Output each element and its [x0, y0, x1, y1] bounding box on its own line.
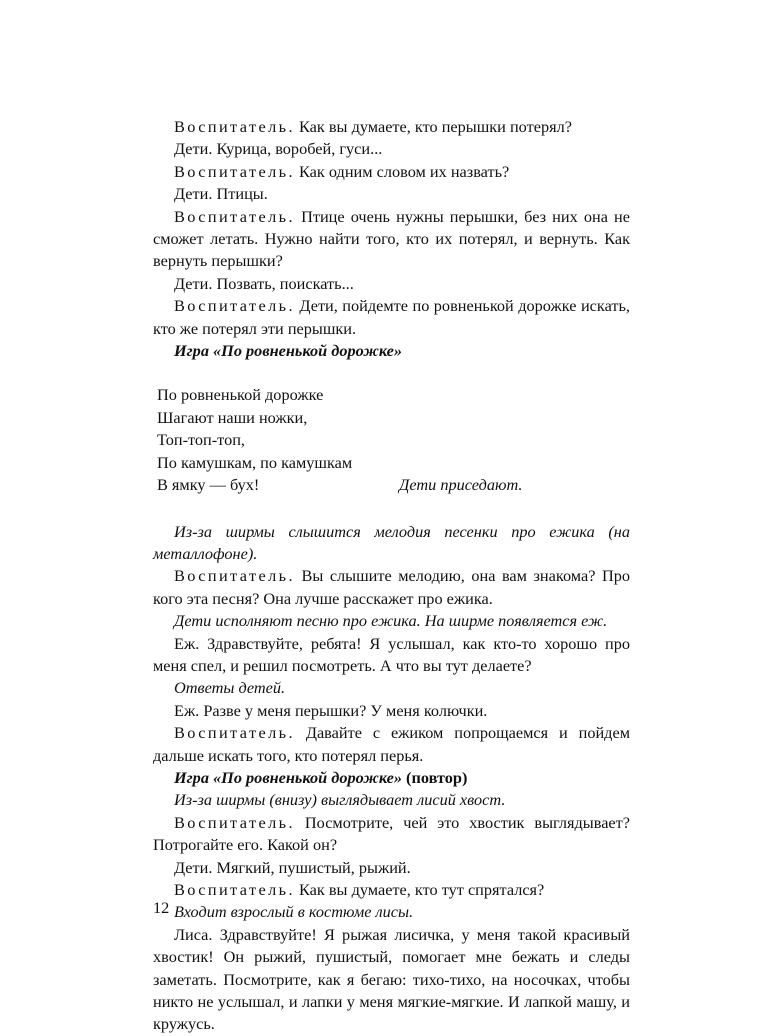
speaker: Лиса.: [174, 924, 213, 944]
speaker: Воспитатель.: [174, 161, 295, 181]
poem-line: [157, 474, 630, 496]
speaker: Воспитатель.: [174, 206, 295, 226]
speaker: Дети.: [174, 139, 213, 159]
stage-direction: Дети приседают.: [399, 475, 523, 495]
game-heading: [153, 767, 630, 789]
poem-line: По камушкам, по камушкам: [157, 452, 353, 472]
speech: Птице очень нужны перышки, без них она не сможет летать. Нужно найти того, кто их потерял, и вернуть. Как вернуть перышки?: [153, 206, 630, 271]
paragraph: [153, 722, 630, 767]
stage-direction: Из-за ширмы слышится мелодия песенки про ежика (на металлофоне).: [153, 521, 630, 563]
spacer: [153, 497, 630, 521]
paragraph: [153, 700, 630, 722]
paragraph: [153, 183, 630, 205]
paragraph: [153, 273, 630, 295]
paragraph: [153, 206, 630, 273]
game-title: Игра «По ровненькой дорожке»: [174, 767, 402, 787]
speech: Давайте с ежиком попрощаемся и пойдем дальше искать того, кто потерял перья.: [153, 723, 630, 765]
stage-direction: Входит взрослый в костюме лисы.: [174, 902, 414, 922]
paragraph: [153, 565, 630, 610]
speaker: Воспитатель.: [174, 566, 295, 586]
page-text: [153, 116, 630, 1036]
speaker: Дети.: [174, 857, 213, 877]
speaker: Дети.: [174, 184, 213, 204]
paragraph: [153, 924, 630, 1036]
speaker: Воспитатель.: [174, 296, 295, 316]
speech: Как вы думаете, кто перышки потерял?: [294, 117, 572, 136]
paragraph: [153, 295, 630, 340]
speaker: Воспитатель.: [174, 723, 295, 743]
game-note: (повтор): [401, 767, 468, 787]
speech: Разве у меня перышки? У меня колючки.: [199, 700, 488, 720]
paragraph: [153, 161, 630, 183]
game-heading: Игра «По ровненькой дорожке»: [174, 341, 402, 361]
poem-line: Топ-топ-топ,: [157, 430, 245, 450]
stage-direction: Дети исполняют песню про ежика. На ширме появляется еж.: [174, 611, 608, 631]
paragraph: [153, 633, 630, 678]
poem-line-text: В ямку — бух!: [157, 475, 260, 495]
speech: Как одним словом их назвать?: [294, 161, 510, 181]
poem-line: По ровненькой дорожке: [157, 385, 324, 405]
paragraph: [153, 138, 630, 160]
speech: Вы слышите мелодию, она вам знакома? Про кого эта песня? Она лучше расскажет про ежика.: [153, 566, 630, 608]
speaker: Еж.: [174, 700, 200, 720]
speech: Позвать, поискать...: [212, 273, 354, 293]
speech: Посмотрите, чей это хвостик выглядывает? Потрогайте его. Какой он?: [153, 812, 630, 855]
paragraph: [153, 812, 630, 857]
speech: Как вы думаете, кто тут спрятался?: [294, 880, 545, 899]
speaker: Воспитатель.: [174, 880, 295, 899]
speech: Птицы.: [212, 184, 268, 204]
paragraph: [153, 116, 630, 138]
speech: Здравствуйте! Я рыжая лисичка, у меня такой красивый хвостик! Он рыжий, пушистый, помогает мне бежать и следы заметать. Посмотрите, как я бегаю: тихо-тихо, на носочках, чтобы никто не услышал, и лапки у меня мягкие-мягкие. И лапкой машу, и кружусь.: [153, 924, 630, 1034]
stage-direction: Ответы детей.: [174, 678, 286, 698]
speech: Мягкий, пушистый, рыжий.: [212, 857, 411, 877]
speaker: Воспитатель.: [174, 117, 295, 136]
page-number: 12: [153, 898, 170, 917]
speaker: Дети.: [174, 273, 213, 293]
poem-line: Шагают наши ножки,: [157, 407, 308, 427]
speech: Курица, воробей, гуси...: [212, 139, 383, 159]
stage-direction: Из-за ширмы (внизу) выглядывает лисий хвост.: [174, 790, 506, 810]
speaker: Еж.: [174, 633, 200, 653]
paragraph: [153, 857, 630, 879]
speech: Здравствуйте, ребята! Я услышал, как кто-то хорошо про меня спел, и решил посмотреть. А что вы тут делаете?: [153, 633, 630, 675]
speaker: Воспитатель.: [174, 812, 295, 832]
poem: [157, 384, 630, 496]
paragraph: [153, 879, 630, 901]
speech: Дети, пойдемте по ровненькой дорожке искать, кто же потерял эти перышки.: [153, 296, 630, 338]
